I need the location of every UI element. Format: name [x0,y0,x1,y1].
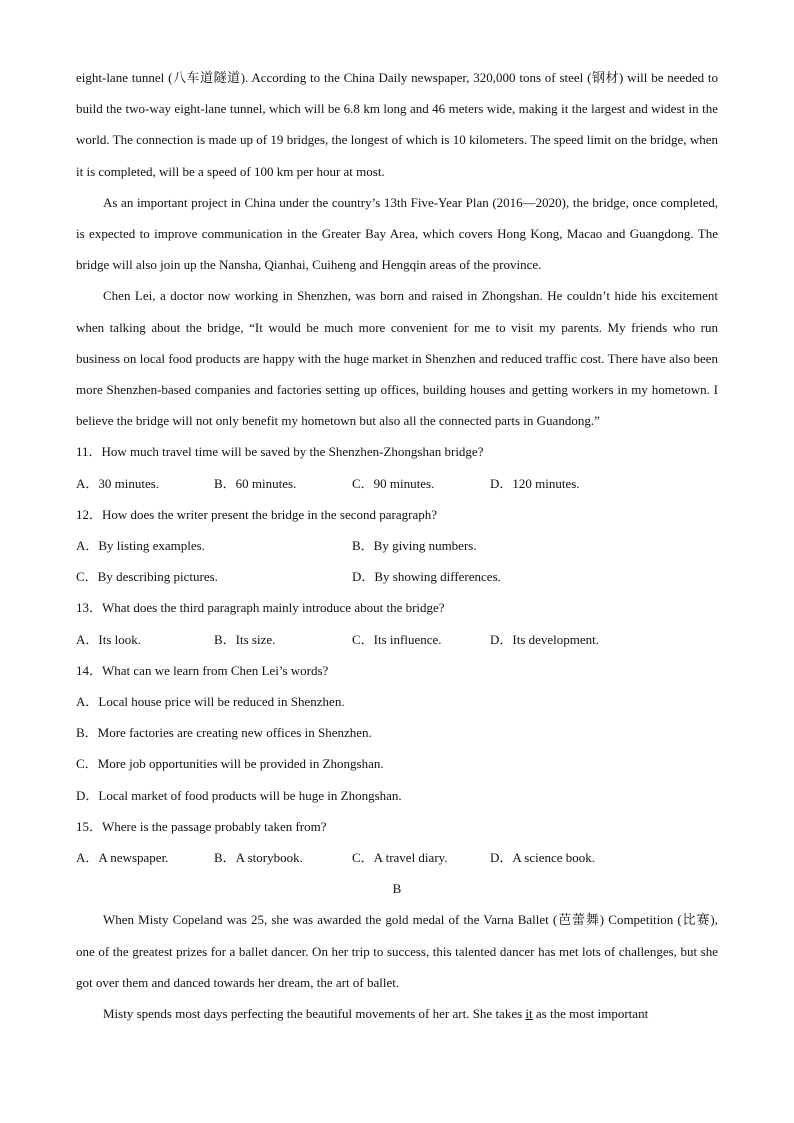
passage-a-paragraph-3: Chen Lei, a doctor now working in Shenzhen, was born and raised in Zhongshan. He couldn’t hide his excitement when talking about the bridge, “It would be much more convenient for me to visit my parents. My friends who run business on local food products are happy with the huge market in Shenzhen and reduced traffic cost. There have also been more Shenzhen-based companies and factories setting up offices, building houses and getting workers in my hometown. I believe the bridge will not only benefit my hometown but also all the connected parts in Guandong.” [76,288,718,429]
option-d: D．A science book. [490,850,596,866]
question-stem: 13．What does the third paragraph mainly introduce about the bridge? [76,600,445,616]
question-stem: 11．How much travel time will be saved by the Shenzhen-Zhongshan bridge? [76,444,484,460]
option-c: C．More job opportunities will be provided in Zhongshan. [76,756,384,772]
option-d: D．120 minutes. [490,475,580,491]
question-stem: 15．Where is the passage probably taken from? [76,818,327,834]
question-11 [76,436,718,498]
question-14 [76,655,718,811]
option-a: A．A newspaper. [76,850,169,866]
answer-options-row-1 [76,530,718,561]
question-stem: 14．What can we learn from Chen Lei’s words? [76,662,329,678]
option-c: C．A travel diary. [352,850,448,866]
option-a: A．Its look. [76,631,142,647]
passage-a-paragraph-1: eight-lane tunnel (八车道隧道). According to the China Daily newspaper, 320,000 tons of steel (钢材) will be needed to build the two-way eight-lane tunnel, which will be 6.8 km long and 46 meters wide, making it the largest and widest in the world. The connection is made up of 19 bridges, the longest of which is 10 kilometers. The speed limit on the bridge, when it is completed, will be a speed of 100 km per hour at most. [76,70,718,179]
answer-options [76,468,718,499]
option-d: D．By showing differences. [352,569,501,585]
option-c: C．90 minutes. [352,475,435,491]
paragraph-text: as the most important [532,1006,649,1022]
question-13 [76,592,718,654]
answer-options-row-2 [76,561,718,592]
question-15 [76,811,718,873]
passage-b-paragraph-1: When Misty Copeland was 25, she was awarded the gold medal of the Varna Ballet (芭蕾舞) Competition (比赛), one of the greatest prizes for a ballet dancer. On her trip to success, this talented dancer has met lots of challenges, but she got over them and danced towards her dream, the art of ballet. [76,912,718,990]
section-heading: B [392,881,402,897]
option-a: A．By listing examples. [76,538,205,554]
answer-options [76,842,718,873]
option-b: B．More factories are creating new offices in Shenzhen. [76,725,372,741]
answer-options [76,624,718,655]
question-stem: 12．How does the writer present the bridge in the second paragraph? [76,506,437,522]
passage-b-paragraph-2 [76,998,718,1029]
option-c: C．Its influence. [352,631,442,647]
option-d: D．Its development. [490,631,600,647]
passage-a-paragraph-2: As an important project in China under the country’s 13th Five-Year Plan (2016—2020), the bridge, once completed, is expected to improve communication in the Greater Bay Area, which covers Hong Kong, Macao and Guangdong. The bridge will also join up the Nansha, Qianhai, Cuiheng and Hengqin areas of the province. [76,194,718,273]
option-c: C．By describing pictures. [76,569,218,585]
option-a: A．Local house price will be reduced in Shenzhen. [76,694,345,710]
question-12 [76,499,718,593]
option-d: D．Local market of food products will be huge in Zhongshan. [76,787,402,803]
document-page [76,62,718,1029]
paragraph-text: Misty spends most days perfecting the beautiful movements of her art. She takes [103,1006,526,1022]
option-b: B．60 minutes. [214,475,297,491]
underlined-word: it [525,1006,533,1022]
option-b: B．Its size. [214,631,276,647]
option-a: A．30 minutes. [76,475,160,491]
option-b: B．By giving numbers. [352,538,477,554]
option-b: B．A storybook. [214,850,303,866]
